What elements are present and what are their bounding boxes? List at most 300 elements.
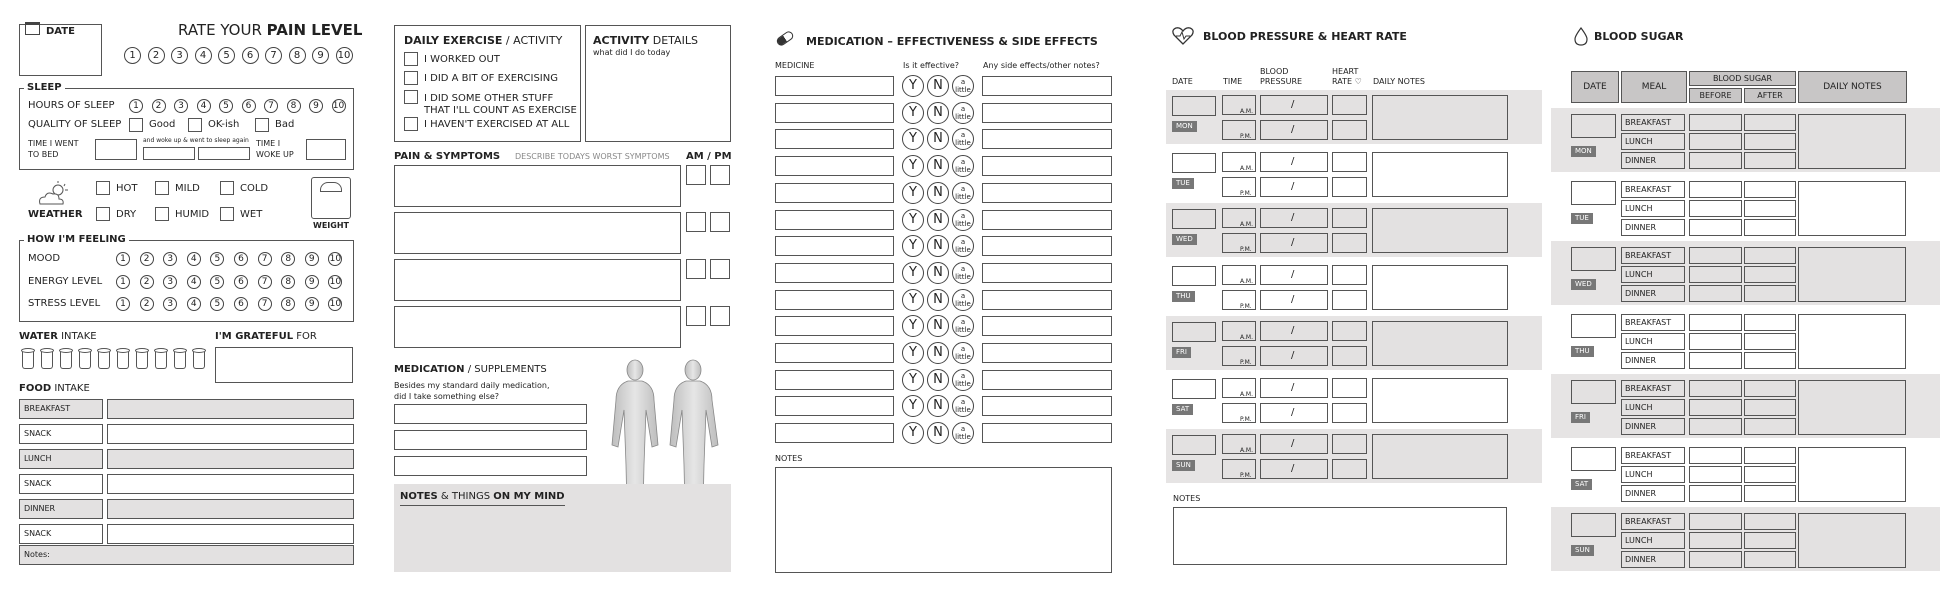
energy-level-option[interactable]: 1	[116, 275, 130, 289]
bs-date-field[interactable]	[1571, 181, 1616, 205]
bs-before-field[interactable]	[1689, 485, 1742, 502]
bs-date-field[interactable]	[1571, 114, 1616, 138]
water-cup-icon[interactable]	[60, 349, 72, 369]
medicine-field[interactable]	[775, 316, 894, 336]
food-entry-field[interactable]	[107, 424, 354, 444]
bs-date-field[interactable]	[1571, 513, 1616, 537]
am-label: A.M.	[1240, 334, 1253, 341]
exercise-title: DAILY EXERCISE / ACTIVITY	[404, 34, 563, 47]
symptom-pm-field[interactable]	[710, 165, 730, 185]
heart-rate-field[interactable]	[1332, 95, 1367, 115]
bs-after-field[interactable]	[1744, 181, 1796, 198]
effective-little-option[interactable]	[952, 342, 974, 364]
hours-sleep-option[interactable]: 4	[197, 99, 211, 113]
bs-date-field[interactable]	[1571, 247, 1616, 271]
bs-after-field[interactable]	[1744, 247, 1796, 264]
activity-title: ACTIVITY DETAILS	[593, 34, 698, 47]
stress-level-option[interactable]: 3	[163, 297, 177, 311]
effective-little-option[interactable]	[952, 262, 974, 284]
energy-level-option[interactable]: 8	[281, 275, 295, 289]
energy-level-option[interactable]: 4	[187, 275, 201, 289]
effective-little-option[interactable]	[952, 155, 974, 177]
hours-sleep-option[interactable]: 10	[332, 101, 345, 111]
water-cup-icon[interactable]	[155, 349, 167, 369]
weight-label: WEIGHT	[313, 221, 349, 230]
little-label: little	[955, 192, 971, 201]
weather-dry-label: DRY	[116, 209, 137, 220]
bs-after-field[interactable]	[1744, 352, 1796, 369]
exercise-worked-out-checkbox[interactable]	[404, 52, 418, 66]
stress-level-option[interactable]: 6	[234, 297, 248, 311]
bs-after-field[interactable]	[1744, 314, 1796, 331]
effective-yes-option[interactable]: Y	[902, 182, 924, 204]
little-label: little	[955, 406, 971, 415]
bs-before-field[interactable]	[1689, 247, 1742, 264]
symptom-field[interactable]	[394, 212, 681, 254]
bp-date-field[interactable]	[1172, 153, 1216, 173]
hours-sleep-option[interactable]: 1	[129, 99, 143, 113]
little-a-label: a	[960, 345, 966, 353]
hours-sleep-option[interactable]: 2	[152, 99, 166, 113]
mood-level-option[interactable]: 9	[305, 252, 319, 266]
effective-no-option[interactable]: N	[927, 75, 949, 97]
side-effects-field[interactable]	[982, 263, 1112, 283]
side-effects-field[interactable]	[982, 423, 1112, 443]
bs-before-field[interactable]	[1689, 418, 1742, 435]
medicine-field[interactable]	[775, 236, 894, 256]
bs-daily-notes-field[interactable]	[1798, 513, 1906, 568]
effective-little-option[interactable]	[952, 395, 974, 417]
mood-level-option[interactable]: 8	[281, 252, 295, 266]
side-effects-field[interactable]	[982, 396, 1112, 416]
medicine-field[interactable]	[775, 370, 894, 390]
heart-rate-field[interactable]	[1332, 177, 1367, 197]
bs-after-field[interactable]	[1744, 200, 1796, 217]
weather-humid-checkbox[interactable]	[155, 207, 169, 221]
bs-before-field[interactable]	[1689, 285, 1742, 302]
pain-level-option[interactable]: 8	[289, 47, 306, 64]
weather-humid-label: HUMID	[175, 209, 210, 220]
weather-mild-label: MILD	[175, 183, 200, 194]
effective-yes-option[interactable]: Y	[902, 262, 924, 284]
energy-level-option[interactable]: 9	[305, 275, 319, 289]
effective-little-option[interactable]	[952, 422, 974, 444]
bs-meal-label: DINNER	[1625, 355, 1657, 365]
water-cup-icon[interactable]	[41, 349, 53, 369]
weather-wet-checkbox[interactable]	[220, 207, 234, 221]
mood-level-option[interactable]: 6	[234, 252, 248, 266]
bs-after-field[interactable]	[1744, 485, 1796, 502]
little-a-label: a	[960, 291, 966, 300]
little-a-label: a	[960, 184, 966, 193]
effective-no-option[interactable]: N	[927, 289, 949, 311]
bs-after-field[interactable]	[1744, 551, 1796, 568]
bs-after-field[interactable]	[1744, 466, 1796, 483]
bs-before-field[interactable]	[1689, 513, 1742, 530]
mood-level-option[interactable]: 4	[187, 252, 201, 266]
pain-level-option[interactable]: 10	[336, 47, 353, 64]
bs-before-field[interactable]	[1689, 447, 1742, 464]
heart-rate-field[interactable]	[1332, 346, 1367, 366]
hours-sleep-option[interactable]: 6	[242, 99, 256, 113]
bp-notes-label: NOTES	[1173, 494, 1201, 503]
food-entry-field[interactable]	[107, 499, 354, 519]
water-cup-icon[interactable]	[79, 349, 91, 369]
heart-rate-field[interactable]	[1332, 233, 1367, 253]
food-entry-field[interactable]	[107, 399, 354, 419]
heart-rate-field[interactable]	[1332, 152, 1367, 172]
medicine-field[interactable]	[775, 183, 894, 203]
bs-after-field[interactable]	[1744, 532, 1796, 549]
weather-dry-checkbox[interactable]	[96, 207, 110, 221]
bed-time-field[interactable]	[95, 139, 137, 160]
bp-date-field[interactable]	[1172, 96, 1216, 116]
am-label: A.M.	[1240, 164, 1253, 172]
food-entry-field[interactable]	[107, 524, 354, 544]
effective-little-option[interactable]	[952, 128, 974, 150]
side-effects-field[interactable]	[982, 210, 1112, 230]
bs-daily-notes-field[interactable]	[1798, 181, 1906, 236]
effective-no-option[interactable]: N	[927, 209, 949, 231]
bp-date-field[interactable]	[1172, 379, 1216, 399]
medication-notes-field[interactable]	[775, 467, 1112, 573]
medicine-field[interactable]	[775, 129, 894, 149]
energy-level-option[interactable]: 6	[234, 275, 248, 289]
stress-level-option[interactable]: 9	[305, 297, 319, 311]
bs-daily-notes-field[interactable]	[1798, 447, 1906, 502]
bs-date-field[interactable]	[1571, 380, 1616, 404]
quality-bad-checkbox[interactable]	[255, 118, 269, 132]
medicine-field[interactable]	[775, 290, 894, 310]
medicine-field[interactable]	[775, 76, 894, 96]
bs-after-field[interactable]	[1744, 152, 1796, 169]
bp-date-field[interactable]	[1172, 209, 1216, 229]
bs-after-field[interactable]	[1744, 285, 1796, 302]
effective-no-option[interactable]: N	[927, 235, 949, 257]
effective-little-option[interactable]	[952, 75, 974, 97]
bs-meal-label: BREAKFAST	[1625, 317, 1672, 327]
heart-rate-field[interactable]	[1332, 434, 1367, 454]
effective-yes-option[interactable]: Y	[902, 422, 924, 444]
medication-field-2[interactable]	[394, 430, 587, 450]
bs-meal-label: DINNER	[1625, 488, 1657, 498]
bs-before-field[interactable]	[1689, 219, 1742, 236]
mood-level-option[interactable]: 1	[116, 252, 130, 266]
grateful-field[interactable]	[215, 347, 353, 383]
heart-rate-field[interactable]	[1332, 120, 1367, 140]
symptom-field[interactable]	[394, 306, 681, 348]
effective-no-option[interactable]: N	[927, 342, 949, 364]
heart-rate-field[interactable]	[1332, 378, 1367, 398]
water-cup-icon[interactable]	[22, 349, 34, 369]
exercise-other-checkbox[interactable]	[404, 90, 418, 104]
stress-level-option[interactable]: 5	[210, 297, 224, 311]
little-label: little	[955, 246, 971, 255]
weather-cold-checkbox[interactable]	[220, 181, 234, 195]
water-cup-icon[interactable]	[174, 349, 186, 369]
bs-before-field[interactable]	[1689, 551, 1742, 568]
am-label: A.M.	[1240, 108, 1253, 115]
effective-little-option[interactable]	[952, 182, 974, 204]
bs-col-meal: MEAL	[1621, 71, 1687, 103]
bs-before-field[interactable]	[1689, 152, 1742, 169]
water-cup-icon[interactable]	[98, 349, 110, 369]
pm-label: P.M.	[1240, 246, 1252, 253]
bs-title: BLOOD SUGAR	[1594, 30, 1684, 43]
energy-level-option[interactable]: 10	[329, 277, 342, 287]
food-meal-label: BREAKFAST	[24, 404, 71, 413]
medicine-field[interactable]	[775, 343, 894, 363]
stress-level-option[interactable]: 1	[116, 297, 130, 311]
mood-level-option[interactable]: 7	[258, 252, 272, 266]
heart-rate-field[interactable]	[1332, 208, 1367, 228]
notes-field[interactable]	[19, 545, 354, 565]
effective-little-option[interactable]	[952, 289, 974, 311]
symptom-pm-field[interactable]	[710, 212, 730, 232]
quality-ok-checkbox[interactable]	[188, 118, 202, 132]
bp-daily-notes-field[interactable]	[1372, 152, 1508, 197]
pain-level-option[interactable]: 1	[124, 47, 141, 64]
pain-level-option[interactable]: 3	[171, 47, 188, 64]
little-a-label: a	[960, 131, 966, 140]
bs-daily-notes-field[interactable]	[1798, 114, 1906, 169]
side-effects-field[interactable]	[982, 103, 1112, 123]
bs-after-field[interactable]	[1744, 399, 1796, 416]
bs-before-field[interactable]	[1689, 266, 1742, 283]
bs-after-field[interactable]	[1744, 133, 1796, 150]
quality-ok-label: OK-ish	[208, 119, 240, 130]
bp-daily-notes-field[interactable]	[1372, 321, 1508, 366]
bs-before-field[interactable]	[1689, 399, 1742, 416]
heart-rate-field[interactable]	[1332, 265, 1367, 285]
medicine-field[interactable]	[775, 263, 894, 283]
effective-no-option[interactable]: N	[927, 315, 949, 337]
effective-no-option[interactable]: N	[927, 155, 949, 177]
symptom-pm-field[interactable]	[710, 259, 730, 279]
effective-no-option[interactable]: N	[927, 369, 949, 391]
symptom-field[interactable]	[394, 259, 681, 301]
energy-level-option[interactable]: 7	[258, 275, 272, 289]
effective-yes-option[interactable]: Y	[902, 209, 924, 231]
little-label: little	[955, 86, 971, 94]
stress-level-option[interactable]: 8	[281, 297, 295, 311]
stress-level-option[interactable]: 4	[187, 297, 201, 311]
stress-level-option[interactable]: 2	[140, 297, 154, 311]
bs-before-field[interactable]	[1689, 352, 1742, 369]
effective-yes-option[interactable]: Y	[902, 102, 924, 124]
heart-rate-field[interactable]	[1332, 290, 1367, 310]
effective-yes-option[interactable]: Y	[902, 128, 924, 150]
side-effects-field[interactable]	[982, 290, 1112, 310]
effective-little-option[interactable]	[952, 369, 974, 391]
woke-time-field[interactable]	[306, 139, 346, 160]
side-effects-field[interactable]	[982, 343, 1112, 363]
bp-slash: /	[1291, 268, 1295, 280]
bs-before-field[interactable]	[1689, 380, 1742, 397]
side-effects-field[interactable]	[982, 236, 1112, 256]
effective-little-option[interactable]	[952, 102, 974, 124]
bs-meal-label: BREAKFAST	[1625, 118, 1672, 127]
weather-label: WEATHER	[28, 209, 83, 220]
medication-field-1[interactable]	[394, 404, 587, 424]
mood-level-option[interactable]: 5	[210, 252, 224, 266]
heart-rate-field[interactable]	[1332, 403, 1367, 423]
medication-field-3[interactable]	[394, 456, 587, 476]
stress-level-option[interactable]: 10	[329, 299, 342, 309]
bp-date-field[interactable]	[1172, 435, 1216, 455]
stress-level-option[interactable]: 7	[258, 297, 272, 311]
food-entry-field[interactable]	[107, 449, 354, 469]
medicine-field[interactable]	[775, 156, 894, 176]
pain-level-option[interactable]: 9	[312, 47, 329, 64]
quality-good-checkbox[interactable]	[129, 118, 143, 132]
bs-after-field[interactable]	[1744, 513, 1796, 530]
bp-daily-notes-field[interactable]	[1372, 265, 1508, 310]
medicine-field[interactable]	[775, 396, 894, 416]
effective-no-option[interactable]: N	[927, 422, 949, 444]
bs-before-field[interactable]	[1689, 133, 1742, 150]
pain-level-option[interactable]: 5	[218, 47, 235, 64]
effective-yes-option[interactable]: Y	[902, 369, 924, 391]
effective-no-option[interactable]: N	[927, 262, 949, 284]
pain-level-option[interactable]: 6	[242, 47, 259, 64]
bp-daily-notes-field[interactable]	[1372, 95, 1508, 140]
symptom-am-field[interactable]	[686, 306, 706, 326]
bs-before-field[interactable]	[1689, 181, 1742, 198]
bs-before-field[interactable]	[1689, 532, 1742, 549]
wake-again-field-2[interactable]	[198, 147, 250, 160]
pain-level-option[interactable]: 4	[195, 47, 212, 64]
am-label: A.M.	[1240, 447, 1253, 454]
energy-level-option[interactable]: 2	[140, 275, 154, 289]
bs-before-field[interactable]	[1689, 314, 1742, 331]
effective-little-option[interactable]	[952, 315, 974, 337]
weather-hot-checkbox[interactable]	[96, 181, 110, 195]
effective-little-option[interactable]	[952, 235, 974, 257]
effective-yes-option[interactable]: Y	[902, 75, 924, 97]
bs-meal-label: LUNCH	[1625, 536, 1653, 545]
weather-wet-label: WET	[240, 209, 263, 220]
bs-after-field[interactable]	[1744, 333, 1796, 350]
bs-meal-label: LUNCH	[1625, 403, 1653, 412]
bs-date-field[interactable]	[1571, 314, 1616, 338]
bp-daily-notes-field[interactable]	[1372, 208, 1508, 253]
side-effects-field[interactable]	[982, 316, 1112, 336]
bs-after-field[interactable]	[1744, 114, 1796, 131]
little-label: little	[955, 326, 971, 335]
hours-sleep-option[interactable]: 5	[219, 99, 233, 113]
effective-no-option[interactable]: N	[927, 395, 949, 417]
bs-after-field[interactable]	[1744, 266, 1796, 283]
symptom-am-field[interactable]	[686, 259, 706, 279]
symptom-am-field[interactable]	[686, 212, 706, 232]
medicine-field[interactable]	[775, 103, 894, 123]
effective-yes-option[interactable]: Y	[902, 315, 924, 337]
effective-yes-option[interactable]: Y	[902, 289, 924, 311]
hours-sleep-option[interactable]: 9	[309, 99, 323, 113]
water-cup-icon[interactable]	[117, 349, 129, 369]
medicine-field[interactable]	[775, 423, 894, 443]
hours-sleep-option[interactable]: 3	[174, 99, 188, 113]
side-effects-field[interactable]	[982, 156, 1112, 176]
bp-daily-notes-field[interactable]	[1372, 378, 1508, 423]
effective-no-option[interactable]: N	[927, 102, 949, 124]
medicine-field[interactable]	[775, 210, 894, 230]
little-a-label: a	[960, 398, 966, 407]
food-entry-field[interactable]	[107, 474, 354, 494]
mood-level-option[interactable]: 3	[163, 252, 177, 266]
bs-date-field[interactable]	[1571, 447, 1616, 471]
effective-yes-option[interactable]: Y	[902, 395, 924, 417]
exercise-bit-checkbox[interactable]	[404, 71, 418, 85]
bs-before-field[interactable]	[1689, 466, 1742, 483]
water-cup-icon[interactable]	[193, 349, 205, 369]
symptom-pm-field[interactable]	[710, 306, 730, 326]
bs-before-field[interactable]	[1689, 200, 1742, 217]
side-effects-field[interactable]	[982, 76, 1112, 96]
bs-daily-notes-field[interactable]	[1798, 380, 1906, 435]
energy-level-option[interactable]: 5	[210, 275, 224, 289]
food-meal-label: SNACK	[24, 529, 52, 538]
bp-slash: /	[1291, 212, 1295, 223]
bp-daily-notes-field[interactable]	[1372, 434, 1508, 479]
pain-level-option[interactable]: 7	[265, 47, 282, 64]
heart-rate-field[interactable]	[1332, 321, 1367, 341]
symptom-am-field[interactable]	[686, 165, 706, 185]
bs-daily-notes-field[interactable]	[1798, 247, 1906, 302]
mood-level-option[interactable]: 2	[140, 252, 154, 266]
exercise-none-checkbox[interactable]	[404, 117, 418, 131]
hours-sleep-option[interactable]: 7	[264, 99, 278, 113]
effective-no-option[interactable]: N	[927, 128, 949, 150]
pain-level-option[interactable]: 2	[148, 47, 165, 64]
col-medicine: MEDICINE	[775, 61, 815, 70]
water-cup-icon[interactable]	[136, 349, 148, 369]
effective-no-option[interactable]: N	[927, 182, 949, 204]
effective-little-option[interactable]	[952, 209, 974, 231]
bs-before-field[interactable]	[1689, 114, 1742, 131]
effective-yes-option[interactable]: Y	[902, 155, 924, 177]
mood-level-option[interactable]: 10	[329, 254, 342, 264]
little-a-label: a	[960, 238, 966, 247]
bs-col-notes: DAILY NOTES	[1798, 71, 1907, 103]
symptom-field[interactable]	[394, 165, 681, 207]
hours-sleep-option[interactable]: 8	[287, 99, 301, 113]
side-effects-field[interactable]	[982, 129, 1112, 149]
bs-after-field[interactable]	[1744, 380, 1796, 397]
wake-again-field-1[interactable]	[143, 147, 195, 160]
bs-daily-notes-field[interactable]	[1798, 314, 1906, 369]
side-effects-field[interactable]	[982, 370, 1112, 390]
side-effects-field[interactable]	[982, 183, 1112, 203]
bs-after-field[interactable]	[1744, 219, 1796, 236]
pm-label: P.M.	[1240, 133, 1252, 140]
bp-notes-field[interactable]	[1173, 507, 1507, 565]
heart-rate-field[interactable]	[1332, 459, 1367, 479]
weather-mild-checkbox[interactable]	[155, 181, 169, 195]
bs-after-field[interactable]	[1744, 418, 1796, 435]
weather-hot-label: HOT	[116, 183, 138, 194]
bs-after-field[interactable]	[1744, 447, 1796, 464]
exercise-other-label: I DID SOME OTHER STUFF THAT I'LL COUNT AS EXERCISE	[424, 93, 577, 116]
energy-level-option[interactable]: 3	[163, 275, 177, 289]
bs-before-field[interactable]	[1689, 333, 1742, 350]
am-label: A.M.	[1240, 277, 1253, 285]
effective-yes-option[interactable]: Y	[902, 342, 924, 364]
bp-date-field[interactable]	[1172, 266, 1216, 286]
effective-yes-option[interactable]: Y	[902, 235, 924, 257]
bp-date-field[interactable]	[1172, 322, 1216, 342]
